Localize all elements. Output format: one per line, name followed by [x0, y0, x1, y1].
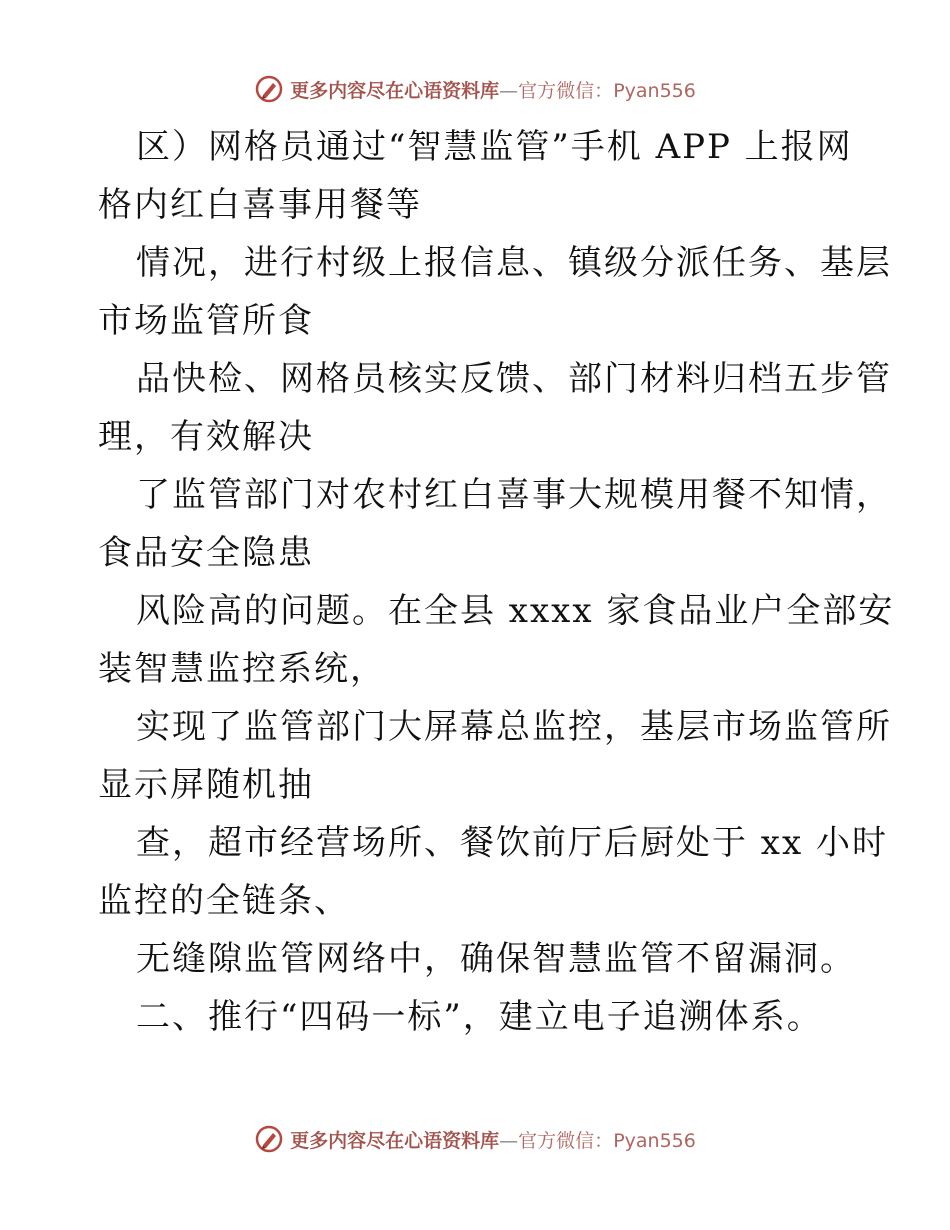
- paragraph: [98, 814, 888, 930]
- paragraph-line: 格内红白喜事用餐等: [98, 185, 422, 225]
- paragraph-line: 区）网格员通过“智慧监管”手机 APP 上报网: [136, 127, 853, 167]
- paragraph-line: 品快检、网格员核实反馈、部门材料归档五步管: [136, 359, 892, 399]
- paragraph-line: 情况，进行村级上报信息、镇级分派任务、基层: [136, 243, 892, 283]
- paragraph: [98, 582, 895, 698]
- footer-watermark: [0, 1124, 950, 1154]
- watermark-dash: —: [499, 1129, 519, 1152]
- paragraph: [98, 234, 892, 350]
- paragraph-line: 装智慧监控系统，: [98, 649, 386, 689]
- paragraph-line: 风险高的问题。在全县 xxxx 家食品业户全部安: [136, 591, 895, 631]
- watermark-dash: —: [499, 79, 519, 102]
- header-watermark: [0, 74, 950, 104]
- pen-circle-icon: [254, 1124, 284, 1154]
- paragraph: [98, 350, 892, 466]
- paragraph-line: 理，有效解决: [98, 417, 314, 457]
- watermark-label: 官方微信：: [518, 79, 614, 102]
- watermark-wechat-id: Pyan556: [613, 79, 696, 102]
- paragraph: [98, 466, 892, 582]
- paragraph-line: 市场监管所食: [98, 301, 314, 341]
- watermark-title: 更多内容尽在心语资料库: [290, 79, 500, 102]
- watermark-text: [290, 1126, 696, 1153]
- paragraph-line: 显示屏随机抽: [98, 765, 314, 805]
- paragraph-line: 查，超市经营场所、餐饮前厅后厨处于 xx 小时: [136, 823, 888, 863]
- paragraph: [98, 118, 858, 234]
- pen-circle-icon: [254, 74, 284, 104]
- watermark-text: [290, 76, 696, 103]
- paragraph-line: 无缝隙监管网络中，确保智慧监管不留漏洞。: [136, 939, 856, 979]
- paragraph-line: 食品安全隐患: [98, 533, 314, 573]
- watermark-wechat-id: Pyan556: [613, 1129, 696, 1152]
- watermark-label: 官方微信：: [518, 1129, 614, 1152]
- document-body: [98, 118, 895, 1046]
- paragraph-line: 监控的全链条、: [98, 881, 350, 921]
- paragraph: [98, 698, 892, 814]
- paragraph: [98, 988, 858, 1046]
- paragraph: [98, 930, 858, 988]
- paragraph-line: 了监管部门对农村红白喜事大规模用餐不知情，: [136, 475, 892, 515]
- section-heading: 二、推行“四码一标”，建立电子追溯体系。: [136, 997, 823, 1037]
- paragraph-line: 实现了监管部门大屏幕总监控，基层市场监管所: [136, 707, 892, 747]
- watermark-title: 更多内容尽在心语资料库: [290, 1129, 500, 1152]
